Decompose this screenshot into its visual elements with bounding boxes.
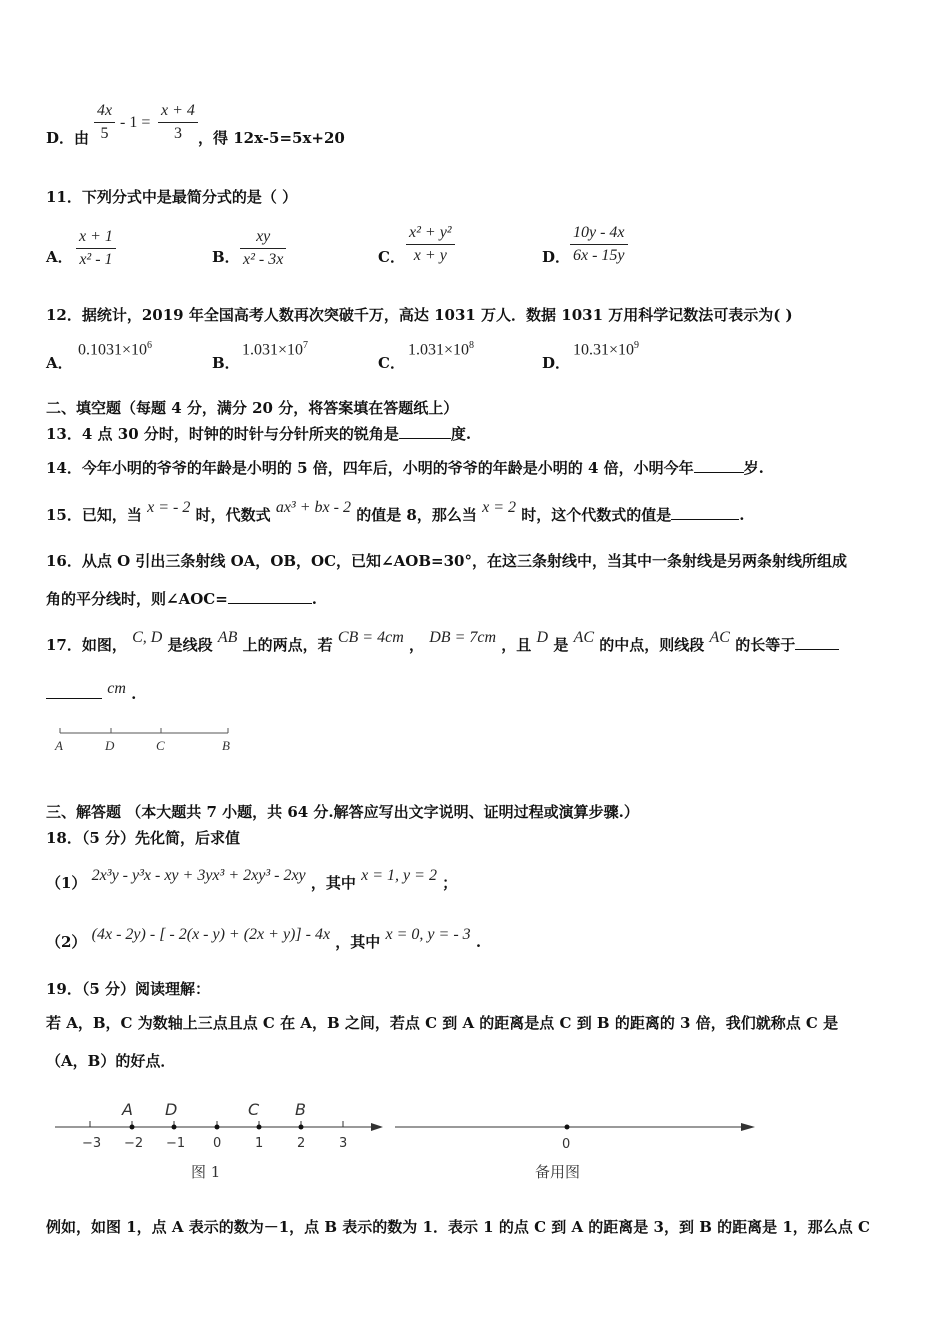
point-b (299, 1125, 304, 1130)
q11-option-c-fraction: $\frac{\text{x² + y²}}{x + y}$ (406, 222, 455, 267)
q19-line3: 例如，如图 1，点 A 表示的数为－1，点 B 表示的数为 1．表示 1 的点 C 到 A 的距离是 3，到 B 的距离是 1，那么点 C (46, 1218, 870, 1236)
tick-label-neg1: −1 (166, 1136, 186, 1151)
q11-option-a-fraction: $\frac{x + 1}{\text{x² - 1}}$ (76, 226, 116, 271)
tick-label-1: 1 (255, 1136, 264, 1151)
section2-heading: 二、填空题（每题 4 分，满分 20 分，将答案填在答题纸上） (46, 399, 459, 417)
q12-option-b-label: B． (212, 354, 240, 372)
q12-option-a-label: A． (46, 354, 73, 372)
q15-blank[interactable] (671, 519, 739, 520)
q14-blank[interactable] (694, 472, 744, 473)
backup-axis-arrow (741, 1123, 755, 1131)
q19-figure1-number-line (55, 1095, 395, 1185)
q16-blank[interactable] (228, 603, 312, 604)
q11-option-a-label: A． (46, 248, 73, 266)
q12-option-c-value: $1.031\times 10^8$ (408, 340, 475, 359)
q13: 13．4 点 30 分时，时钟的时针与分针所夹的锐角是 度. (46, 425, 472, 443)
point-d (172, 1125, 177, 1130)
q19-stem: 19．（5 分）阅读理解： (46, 980, 211, 998)
label-c: C (156, 738, 165, 753)
label-b: B (222, 738, 230, 753)
q11-option-d-fraction: $\frac{10y - 4x}{6x - 15y}$ (570, 222, 628, 267)
q17-blank-part1[interactable] (795, 649, 839, 650)
q12-option-c-label: C． (378, 354, 405, 372)
tick-label-3: 3 (339, 1136, 348, 1151)
point-label-a: A (122, 1100, 133, 1119)
q10d-mid: - 1 = (120, 114, 151, 131)
q10d-fraction-2: $\frac{x + 4}{3}$ (158, 100, 198, 145)
q15: 15．已知，当 x = - 2 时，代数式 ax³ + bx - 2 的值是 8，那么当 x = 2 时，这个代数式的值是 . (46, 499, 745, 524)
q16-line1: 16．从点 O 引出三条射线 OA，OB，OC，已知∠AOB=30°，在这三条射线中，当其中一条射线是另两条射线所组成 (46, 552, 847, 570)
tick-label-2: 2 (297, 1136, 306, 1151)
q17-blank-part2[interactable] (46, 698, 102, 699)
point-label-c: C (248, 1100, 260, 1119)
backup-origin-point (565, 1125, 570, 1130)
q18-part1: （1） 2x³y - y³x - xy + 3yx³ + 2xy³ - 2xy ，其中 x = 1, y = 2 ； (46, 867, 458, 892)
q12-option-b-value: $1.031\times 10^7$ (242, 340, 309, 359)
q18-part2: （2） (4x - 2y) - [ - 2(x - y) + (2x + y)] - 4x ，其中 x = 0, y = - 3 . (46, 926, 482, 951)
q11-option-b-label: B． (212, 248, 240, 266)
section3-heading: 三、解答题 （本大题共 7 小题，共 64 分.解答应写出文字说明、证明过程或演算步骤.） (46, 803, 639, 821)
q18-stem: 18．（5 分）先化简，后求值 (46, 829, 241, 847)
q12-option-a-value: $0.1031\times 10^6$ (78, 340, 153, 359)
q11-option-d-label: D． (542, 248, 571, 266)
q17: 17．如图， C, D 是线段 AB 上的两点，若 CB = 4cm ， DB = 7cm ，且 D 是 AC 的中点，则线段 AC 的长等于 (46, 635, 839, 656)
label-a: A (55, 738, 63, 753)
point-c (257, 1125, 262, 1130)
tick-label-neg2: −2 (124, 1136, 144, 1151)
q19-backup-number-line (395, 1095, 765, 1185)
q19-line1: 若 A，B，C 为数轴上三点且点 C 在 A，B 之间，若点 C 到 A 的距离是点 C 到 B 的距离的 3 倍，我们就称点 C 是 (46, 1014, 839, 1032)
point-label-b: B (295, 1100, 306, 1119)
q12-option-d-label: D． (542, 354, 571, 372)
q14: 14．今年小明的爷爷的年龄是小明的 5 倍，四年后，小明的爷爷的年龄是小明的 4 倍，小明今年 岁. (46, 459, 764, 477)
q11-option-b-fraction: $\frac{xy}{\text{x² - 3x}}$ (240, 226, 286, 271)
q13-blank[interactable] (399, 438, 451, 439)
backup-origin-label: 0 (562, 1137, 571, 1152)
q11-stem: 11．下列分式中是最简分式的是（ ） (46, 188, 298, 206)
point-label-d: D (165, 1100, 178, 1119)
q17-segment-figure (50, 726, 250, 754)
q17-line2: cm . (46, 684, 136, 705)
q10d-tail: ，得 12x-5=5x+20 (198, 129, 345, 147)
axis-arrow (371, 1123, 383, 1131)
q10-option-d (46, 128, 89, 148)
backup-caption: 备用图 (535, 1163, 581, 1181)
q11-option-c-label: C． (378, 248, 405, 266)
q10d-label: D．由 (46, 129, 90, 147)
q12-option-d-value: $10.31\times 10^9$ (573, 340, 640, 359)
q12-stem: 12．据统计，2019 年全国高考人数再次突破千万，高达 1031 万人．数据 1031 万用科学记数法可表示为( ) (46, 306, 793, 324)
q16-line2: 角的平分线时，则∠AOC= . (46, 590, 318, 608)
q19-line2: （A，B）的好点． (46, 1052, 176, 1070)
tick-label-0: 0 (213, 1136, 222, 1151)
tick-label-neg3: −3 (82, 1136, 102, 1151)
point-zero (215, 1125, 220, 1130)
figure1-caption: 图 1 (191, 1163, 221, 1181)
q10d-fraction-1: $\frac{4x}{5}$ (94, 100, 115, 145)
label-d: D (105, 738, 115, 753)
point-a (130, 1125, 135, 1130)
